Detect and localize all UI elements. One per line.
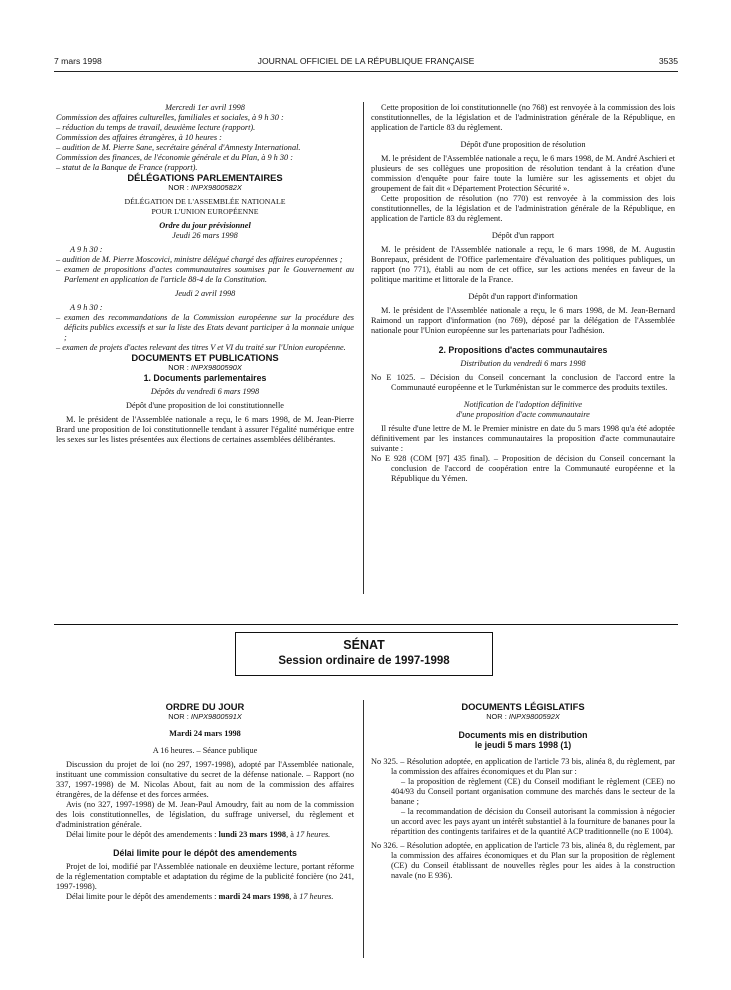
- right-column-top: [371, 103, 675, 484]
- nor-label: NOR :: [486, 712, 509, 721]
- header-rule: [54, 71, 678, 72]
- subsection-title: 1. Documents parlementaires: [143, 373, 267, 383]
- document-entry: No 326. – Résolution adoptée, en application de l'article 73 bis, alinéa 8, du règlement, par la commission des affaires économiques et du Plan sur la proposition de règlement (CE) du Conseil établissant de nouvelles règles pour les aides à la construction navale (no E 936).: [371, 841, 675, 880]
- agenda-item: – réduction du temps de travail, deuxième lecture (rapport).: [56, 123, 256, 132]
- delegation-name: DÉLÉGATION DE L'ASSEMBLÉE NATIONALE: [124, 197, 286, 206]
- date-heading: Jeudi 26 mars 1998: [172, 231, 238, 240]
- deposit-title: Dépôt d'un rapport d'information: [468, 292, 578, 301]
- section-title-documents-legislatifs: DOCUMENTS LÉGISLATIFS: [461, 701, 585, 712]
- time-label: A 9 h 30 :: [70, 245, 103, 254]
- paragraph: Il résulte d'une lettre de M. le Premier ministre en date du 5 mars 1998 qu'a été adoptée définitivement par les instances communautaires la proposition d'acte communautaire suivante :: [371, 424, 675, 453]
- subsection-title: le jeudi 5 mars 1998 (1): [474, 740, 572, 750]
- session-time: A 16 heures. – Séance publique: [152, 746, 258, 755]
- left-column-bottom: [56, 702, 354, 902]
- nor-reference: [56, 712, 354, 722]
- header-journal-title: JOURNAL OFFICIEL DE LA RÉPUBLIQUE FRANÇAISE: [257, 56, 475, 66]
- deadline-sep: , à: [289, 892, 300, 901]
- nor-reference: [371, 712, 675, 722]
- community-act-entry: No E 1025. – Décision du Conseil concernant la conclusion de l'accord entre la Communauté européenne et le Turkménistan sur le commerce des produits textiles.: [371, 373, 675, 392]
- date-heading: Mardi 24 mars 1998: [169, 729, 241, 738]
- paragraph: Cette proposition de résolution (no 770) est renvoyée à la commission des lois constitutionnelles, de la législation et de l'administration générale de la République, en application de l'article 83 du règlement.: [371, 194, 675, 223]
- deposit-title: Dépôt d'une proposition de loi constitutionnelle: [126, 401, 284, 410]
- document-subitem: – la recommandation de décision du Conseil autorisant la commission à négocier un accord avec les pays ayant un intérêt substantiel à la fourniture de bananes pour la répartition des contingents tarifaires et de la quantité ACP traditionnelle (no E 1004).: [391, 807, 675, 836]
- delegation-name: POUR L'UNION EUROPÉENNE: [151, 207, 259, 216]
- nor-label: NOR :: [168, 363, 191, 372]
- subsection-title: 2. Propositions d'actes communautaires: [438, 345, 608, 355]
- paragraph: M. le président de l'Assemblée nationale a reçu, le 6 mars 1998, de M. Jean-Pierre Brard une proposition de loi constitutionnelle tendant à assurer l'égalité numérique entre les sexes sur les listes présentées aux élections de certaines assemblées délibérantes.: [56, 415, 354, 444]
- section-title-delegations: DÉLÉGATIONS PARLEMENTAIRES: [127, 172, 283, 183]
- deadline-date: lundi 23 mars 1998: [218, 830, 287, 839]
- deadline-label: Délai limite pour le dépôt des amendements :: [66, 892, 219, 901]
- deadline-label: Délai limite pour le dépôt des amendements :: [66, 830, 219, 839]
- nor-label: NOR :: [168, 712, 191, 721]
- paragraph: Projet de loi, modifié par l'Assemblée nationale en deuxième lecture, portant réforme de la réglementation comptable et adaptation du régime de la publicité foncière (no 241, 1997-1998).: [56, 862, 354, 891]
- document-entry: No 325. – Résolution adoptée, en application de l'article 73 bis, alinéa 8, du règlement, par la commission des affaires économiques et du Plan sur :: [371, 757, 675, 776]
- deposit-title: Dépôt d'une proposition de résolution: [460, 140, 586, 149]
- date-heading: Distribution du vendredi 6 mars 1998: [460, 359, 586, 368]
- nor-code: INPX9800591X: [190, 712, 242, 721]
- commission-line: Commission des affaires culturelles, familiales et sociales, à 9 h 30 :: [56, 113, 284, 122]
- notification-title: d'une proposition d'acte communautaire: [456, 410, 590, 419]
- community-act-entry: No E 928 (COM [97] 435 final). – Proposition de décision du Conseil concernant la conclusion de l'accord de coopération entre la Communauté européenne et la République du Yémen.: [371, 454, 675, 483]
- running-header: [54, 56, 678, 70]
- subsection-title: Documents mis en distribution: [458, 730, 588, 740]
- senat-top-rule: [54, 624, 678, 625]
- paragraph: Discussion du projet de loi (no 297, 1997-1998), adopté par l'Assemblée nationale, instituant une commission consultative du secret de la défense nationale. – Rapport (no 337, 1997-1998) de M. Nicolas About, fait au nom de la commission des affaires étrangères, de la défense et des forces armées.: [56, 760, 354, 799]
- deadline-time: 17 heures.: [299, 892, 334, 901]
- agenda-item: – audition de M. Pierre Sane, secrétaire général d'Amnesty International.: [56, 143, 301, 152]
- section-title-documents: DOCUMENTS ET PUBLICATIONS: [131, 352, 279, 363]
- right-column-bottom: [371, 702, 675, 881]
- commission-line: Commission des affaires étrangères, à 10 heures :: [56, 133, 222, 142]
- amendment-deadline: [56, 830, 354, 840]
- paragraph: Cette proposition de loi constitutionnelle (no 768) est renvoyée à la commission des lois constitutionnelles, de la législation et de l'administration générale de la République, en application de l'article 83 du règlement.: [371, 103, 675, 132]
- section-title-ordre-du-jour: ORDRE DU JOUR: [165, 701, 245, 712]
- agenda-item: – examen de propositions d'actes communautaires soumises par le Gouvernement au Parlement en application de l'article 88-4 de la Constitution.: [56, 265, 354, 284]
- subsection-title: Délai limite pour le dépôt des amendements: [113, 848, 297, 858]
- header-page-number: 3535: [658, 56, 678, 66]
- document-subitem: – la proposition de règlement (CE) du Conseil modifiant le règlement (CEE) no 404/93 du Conseil portant organisation commune des marchés dans le secteur de la banane ;: [391, 777, 675, 806]
- column-divider-bottom: [363, 700, 364, 958]
- agenda-item: – examen des recommandations de la Commission européenne sur la procédure des déficits publics excessifs et sur la liste des Etats devant participer à la monnaie unique ;: [56, 313, 354, 342]
- nor-reference: [56, 363, 354, 373]
- nor-code: INPX9800592X: [508, 712, 560, 721]
- left-column-top: [56, 103, 354, 445]
- paragraph: M. le président de l'Assemblée nationale a reçu, le 6 mars 1998, de M. Jean-Bernard Raimond un rapport d'information (no 769), déposé par la délégation de l'Assemblée nationale pour l'Union européenne sur les partenariats pour l'adhésion.: [371, 306, 675, 335]
- date-heading: Mercredi 1er avril 1998: [165, 103, 245, 112]
- deposit-title: Dépôt d'un rapport: [491, 231, 555, 240]
- amendment-deadline: [56, 892, 354, 902]
- agenda-item: – examen de projets d'actes relevant des titres V et VI du traité sur l'Union européenne.: [56, 343, 346, 352]
- header-date: 7 mars 1998: [54, 56, 102, 66]
- nor-code: INPX9800590X: [190, 363, 242, 372]
- paragraph: M. le président de l'Assemblée nationale a reçu, le 6 mars 1998, de M. André Aschieri et plusieurs de ses collègues une proposition de résolution tendant à la création d'une commission d'enquête pour faire toute la lumière sur les agissements et objet du groupement de fait dit « Département Protection Sécurité ».: [371, 154, 675, 193]
- senat-title: SÉNAT: [343, 638, 385, 652]
- senat-session: Session ordinaire de 1997-1998: [278, 655, 450, 667]
- time-label: A 9 h 30 :: [70, 303, 103, 312]
- date-heading: Dépôts du vendredi 6 mars 1998: [150, 387, 260, 396]
- column-divider-top: [363, 102, 364, 594]
- paragraph: M. le président de l'Assemblée nationale a reçu, le 6 mars 1998, de M. Augustin Bonrepaux, président de l'Office parlementaire d'évaluation des politiques publiques, un rapport (no 771), établi au nom de cet office, sur les actions menées en faveur de la politique maritime et littorale de la France.: [371, 245, 675, 284]
- agenda-heading: Ordre du jour prévisionnel: [159, 221, 251, 230]
- commission-line: Commission des finances, de l'économie générale et du Plan, à 9 h 30 :: [56, 153, 294, 162]
- deadline-date: mardi 24 mars 1998: [218, 892, 290, 901]
- agenda-item: – statut de la Banque de France (rapport).: [56, 163, 198, 172]
- senat-banner: [235, 632, 493, 676]
- agenda-item: – audition de M. Pierre Moscovici, ministre délégué chargé des affaires européennes ;: [56, 255, 343, 264]
- nor-code: INPX9800582X: [190, 183, 242, 192]
- paragraph: Avis (no 327, 1997-1998) de M. Jean-Paul Amoudry, fait au nom de la commission des lois constitutionnelles, de législation, du suffrage universel, du règlement et d'administration générale.: [56, 800, 354, 829]
- date-heading: Jeudi 2 avril 1998: [174, 289, 236, 298]
- deadline-time: 17 heures.: [295, 830, 331, 839]
- deadline-sep: , à: [286, 830, 296, 839]
- nor-label: NOR :: [168, 183, 191, 192]
- notification-title: Notification de l'adoption définitive: [463, 400, 583, 409]
- nor-reference: [56, 183, 354, 193]
